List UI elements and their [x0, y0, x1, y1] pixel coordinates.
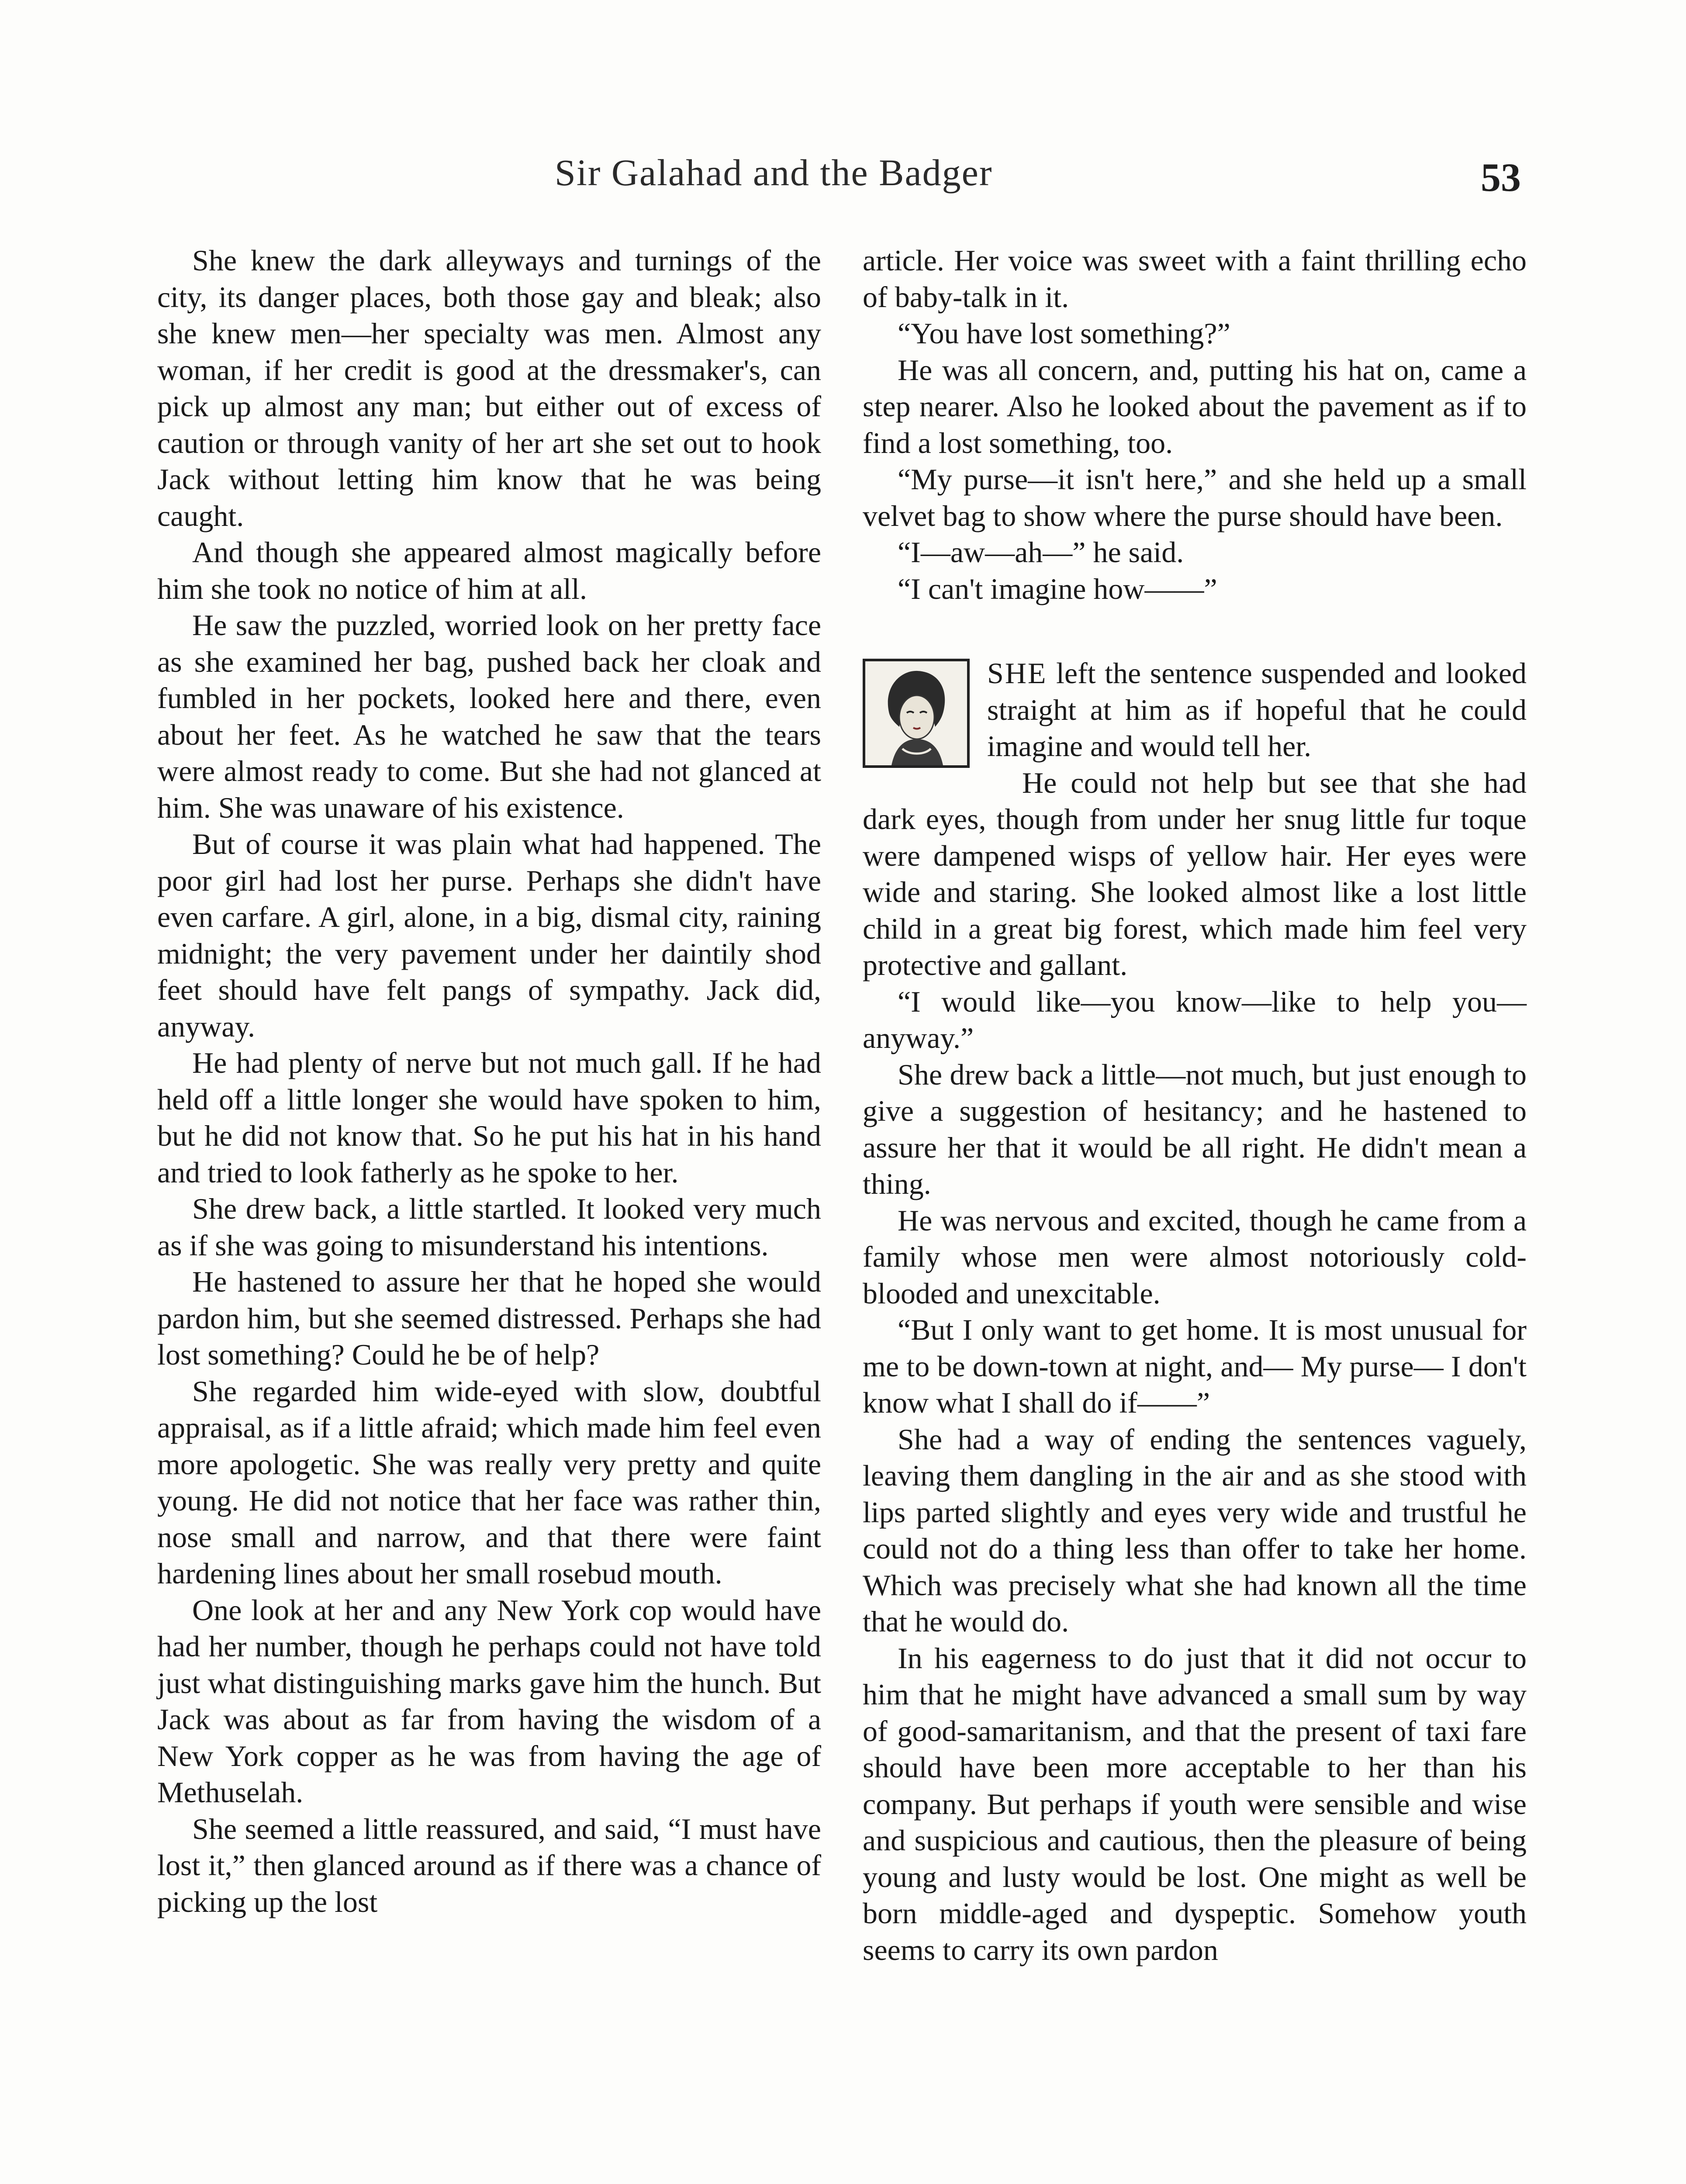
paragraph: He saw the puzzled, worried look on her pretty face as she examined her bag, pushed back her cloak and fumbled in her pockets, looked here and there, even about her feet. As he watched he saw that the tears were almost ready to come. But she had not glanced at him. She was unaware of his existence. — [157, 608, 821, 824]
paragraph: He was all concern, and, putting his hat on, came a step nearer. Also he looked about the pavement as if to find a lost something, too. — [863, 353, 1527, 460]
paragraph: “I—aw—ah—” he said. — [898, 536, 1184, 569]
paragraph: And though she appeared almost magically before him she took no notice of him at all. — [157, 536, 821, 605]
page-header — [0, 151, 1686, 212]
paragraph: She regarded him wide-eyed with slow, doubtful appraisal, as if a little afraid; which made him feel even more apologetic. She was really very pretty and quite young. He did not notice that her face was rather thin, nose small and narrow, and that there were faint hardening lines about her small rosebud mouth. — [157, 1374, 821, 1590]
paragraph: “My purse—it isn't here,” and she held up a small velvet bag to show where the purse should have been. — [863, 463, 1527, 532]
paragraph: She knew the dark alleyways and turnings of the city, its danger places, both those gay and bleak; also she knew men—her specialty was men. Almost any woman, if her credit is good at the dressmaker's, can pick up almost any man; but either out of excess of caution or through vanity of her art she set out to hook Jack without letting him know that he was being caught. — [157, 244, 821, 532]
lead-text: left the sentence suspended and looked straight at him as if hopeful that he could imagine and would tell her. — [987, 657, 1527, 763]
page-number: 53 — [1481, 155, 1521, 200]
paragraph: She had a way of ending the sentences vaguely, leaving them dangling in the air and as she stood with lips parted slightly and eyes very wide and trustful he could not do a thing less than offer to take her home. Which was precisely what she had known all the time that he would do. — [863, 1422, 1527, 1638]
paragraph: “I would like—you know—like to help you—anyway.” — [863, 985, 1527, 1054]
paragraph: He hastened to assure her that he hoped she would pardon him, but she seemed distressed. Perhaps she had lost something? Could he be of help? — [157, 1265, 821, 1371]
section-opening — [863, 655, 1527, 765]
running-title: Sir Galahad and the Badger — [555, 152, 993, 194]
portrait-illustration-icon — [863, 659, 970, 768]
paragraph: She drew back a little—not much, but just enough to give a suggestion of hesitancy; and he hastened to assure her that it would be all right. He didn't mean a thing. — [863, 1057, 1527, 1200]
lead-caps: SHE — [987, 657, 1047, 690]
paragraph: He had plenty of nerve but not much gall. If he had held off a little longer she would have spoken to him, but he did not know that. So he put his hat in his hand and tried to look fatherly as he spoke to her. — [157, 1046, 821, 1189]
paragraph: One look at her and any New York cop would have had her number, though he perhaps could not have told just what distinguishing marks gave him the hunch. But Jack was about as far from having the wisdom of a New York copper as he was from having the age of Methuselah. — [157, 1593, 821, 1809]
paragraph: “I can't imagine how——” — [898, 572, 1217, 605]
left-column — [157, 242, 821, 1920]
paragraph: He could not help but see that she had dark eyes, though from under her snug little fur toque were dampened wisps of yellow hair. Her eyes were wide and staring. She looked almost like a lost little child in a great big forest, which made him feel very protective and gallant. — [863, 766, 1527, 981]
paragraph: But of course it was plain what had happened. The poor girl had lost her purse. Perhaps she didn't have even carfare. A girl, alone, in a big, dismal city, raining midnight; the very pavement under her daintily shod feet should have felt pangs of sympathy. Jack did, anyway. — [157, 827, 821, 1043]
continued-paragraph: article. Her voice was sweet with a faint thrilling echo of baby-talk in it. — [863, 244, 1527, 314]
paragraph: He was nervous and excited, though he came from a family whose men were almost notoriously cold-blooded and unexcitable. — [863, 1203, 1527, 1310]
right-column — [863, 242, 1527, 1968]
paragraph: She drew back, a little startled. It looked very much as if she was going to misunderstand his intentions. — [157, 1192, 821, 1262]
paragraph: In his eagerness to do just that it did not occur to him that he might have advanced a small sum by way of good-samaritanism, and that the present of taxi fare should have been more acceptable to her than his company. But perhaps if youth were sensible and wise and suspicious and cautious, then the pleasure of being young and lusty would be lost. One might as well be born middle-aged and dyspeptic. Somehow youth seems to carry its own pardon — [863, 1641, 1527, 1966]
paragraph: “You have lost something?” — [898, 317, 1230, 350]
paragraph: “But I only want to get home. It is most unusual for me to be down-town at night, and— My purse— I don't know what I shall do if——” — [863, 1313, 1527, 1419]
paragraph: She seemed a little reassured, and said, “I must have lost it,” then glanced around as if there was a chance of picking up the lost — [157, 1812, 821, 1918]
